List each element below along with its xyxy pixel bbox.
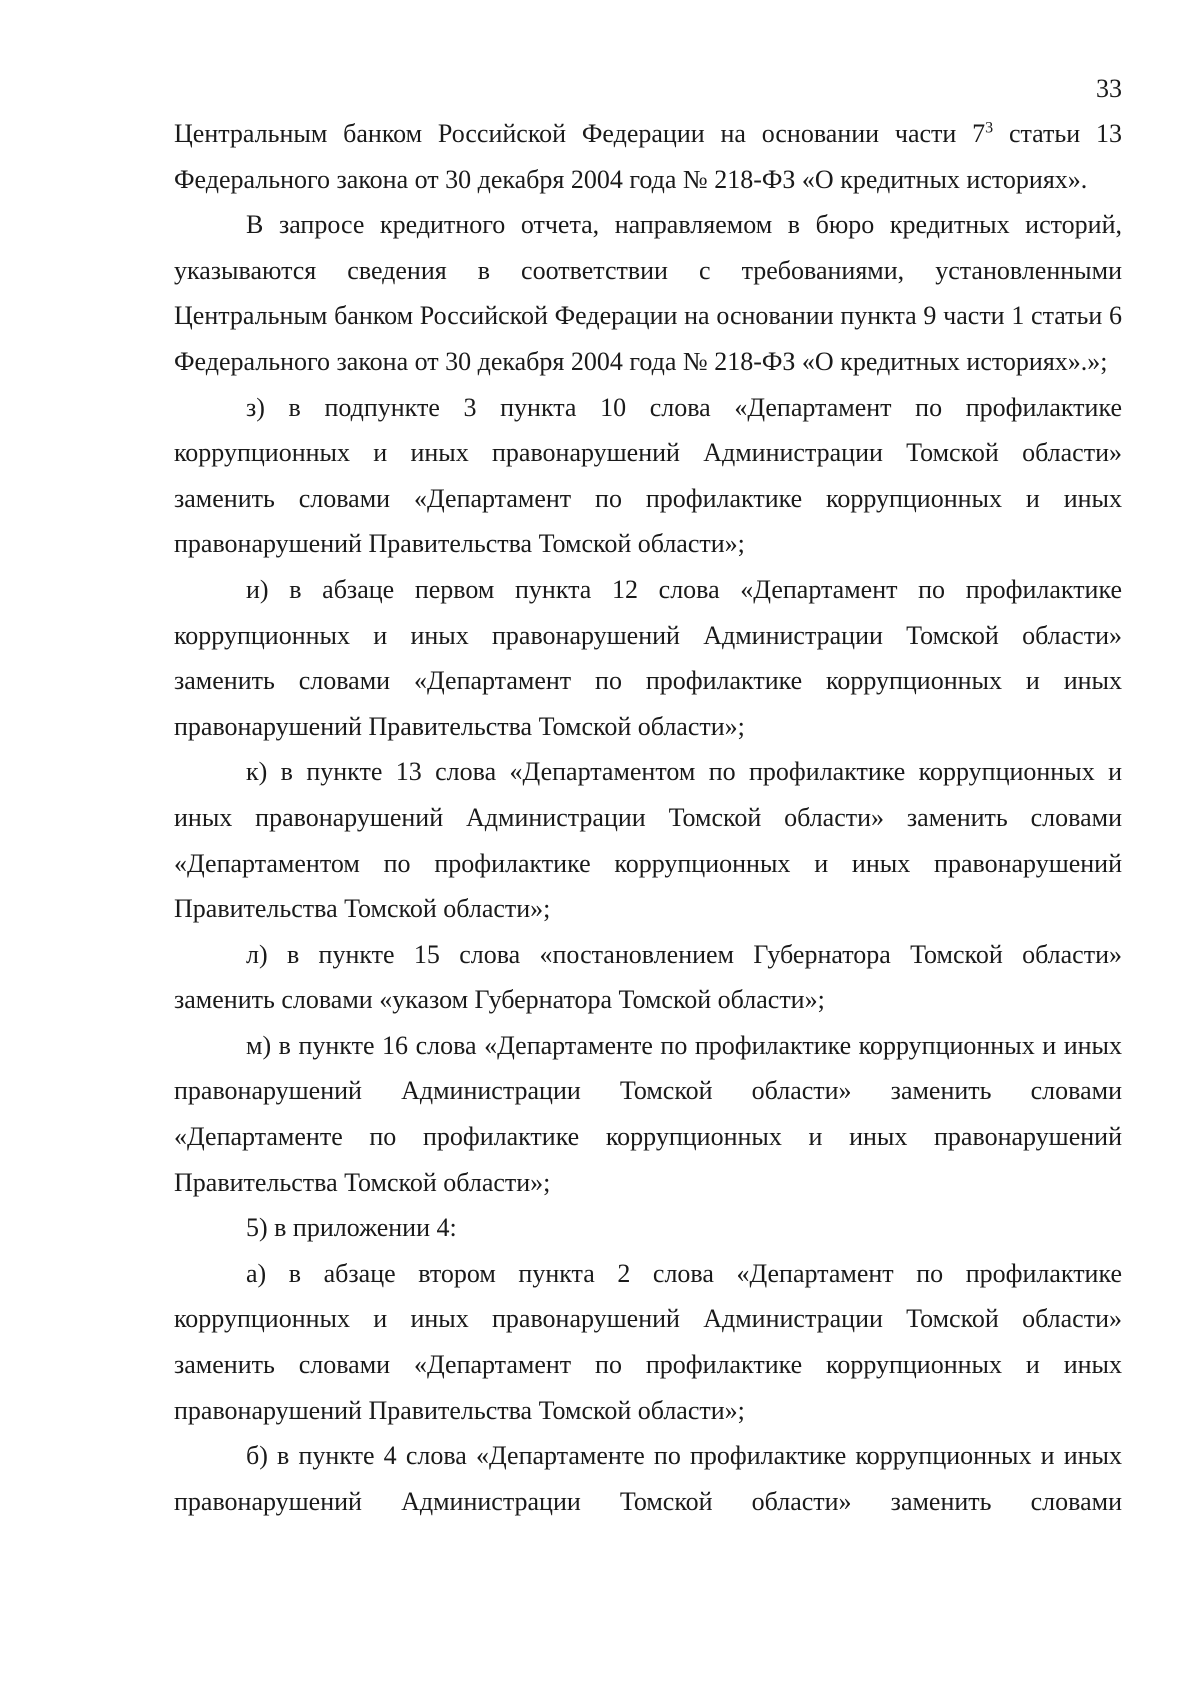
superscript: 3 xyxy=(985,119,994,137)
paragraph-item-l: л) в пункте 15 слова «постановлением Губернатора Томской области» заменить словами «указом Губернатора Томской области»; xyxy=(174,939,1122,1015)
paragraph-item-b: б) в пункте 4 слова «Департаменте по профилактике коррупционных и иных правонарушений Администрации Томской области» заменить словами xyxy=(174,1441,1122,1516)
paragraph-item-z: з) в подпункте 3 пункта 10 слова «Департамент по профилактике коррупционных и иных правонарушений Администрации Томской области» заменить словами «Департамент по профилактике коррупционных и иных правонарушений Правительства Томской области»; xyxy=(174,392,1122,559)
paragraph-item-5: 5) в приложении 4: xyxy=(246,1213,457,1243)
paragraph-text-part: Центральным банком Российской Федерации на основании части 7 xyxy=(174,119,986,148)
paragraph-text-part: статьи 13 Федерального закона от 30 декабря 2004 года № 218-ФЗ «О кредитных историях». xyxy=(174,119,1122,194)
paragraph-item-k: к) в пункте 13 слова «Департаментом по профилактике коррупционных и иных правонарушений Администрации Томской области» заменить словами «Департаментом по профилактике коррупционных и иных правонарушений Правительства Томской области»; xyxy=(174,757,1122,924)
paragraph-credit-report-request: В запросе кредитного отчета, направляемом в бюро кредитных историй, указываются сведения в соответствии с требованиями, установленными Центральным банком Российской Федерации на основании пункта 9 части 1 статьи 6 Федерального закона от 30 декабря 2004 года № 218-ФЗ «О кредитных историях».»; xyxy=(174,210,1122,376)
document-body xyxy=(174,111,1122,1524)
paragraph-item-a: а) в абзаце втором пункта 2 слова «Департамент по профилактике коррупционных и иных правонарушений Администрации Томской области» заменить словами «Департамент по профилактике коррупционных и иных правонарушений Правительства Томской области»; xyxy=(174,1258,1122,1425)
page-number: 33 xyxy=(1096,74,1122,103)
paragraph-item-m: м) в пункте 16 слова «Департаменте по профилактике коррупционных и иных правонарушений Администрации Томской области» заменить словами «Департаменте по профилактике коррупционных и иных правонарушений Правительства Томской области»; xyxy=(174,1030,1122,1197)
paragraph-item-i: и) в абзаце первом пункта 12 слова «Департамент по профилактике коррупционных и иных правонарушений Администрации Томской области» заменить словами «Департамент по профилактике коррупционных и иных правонарушений Правительства Томской области»; xyxy=(174,574,1122,741)
paragraph-continuation xyxy=(174,111,1122,202)
